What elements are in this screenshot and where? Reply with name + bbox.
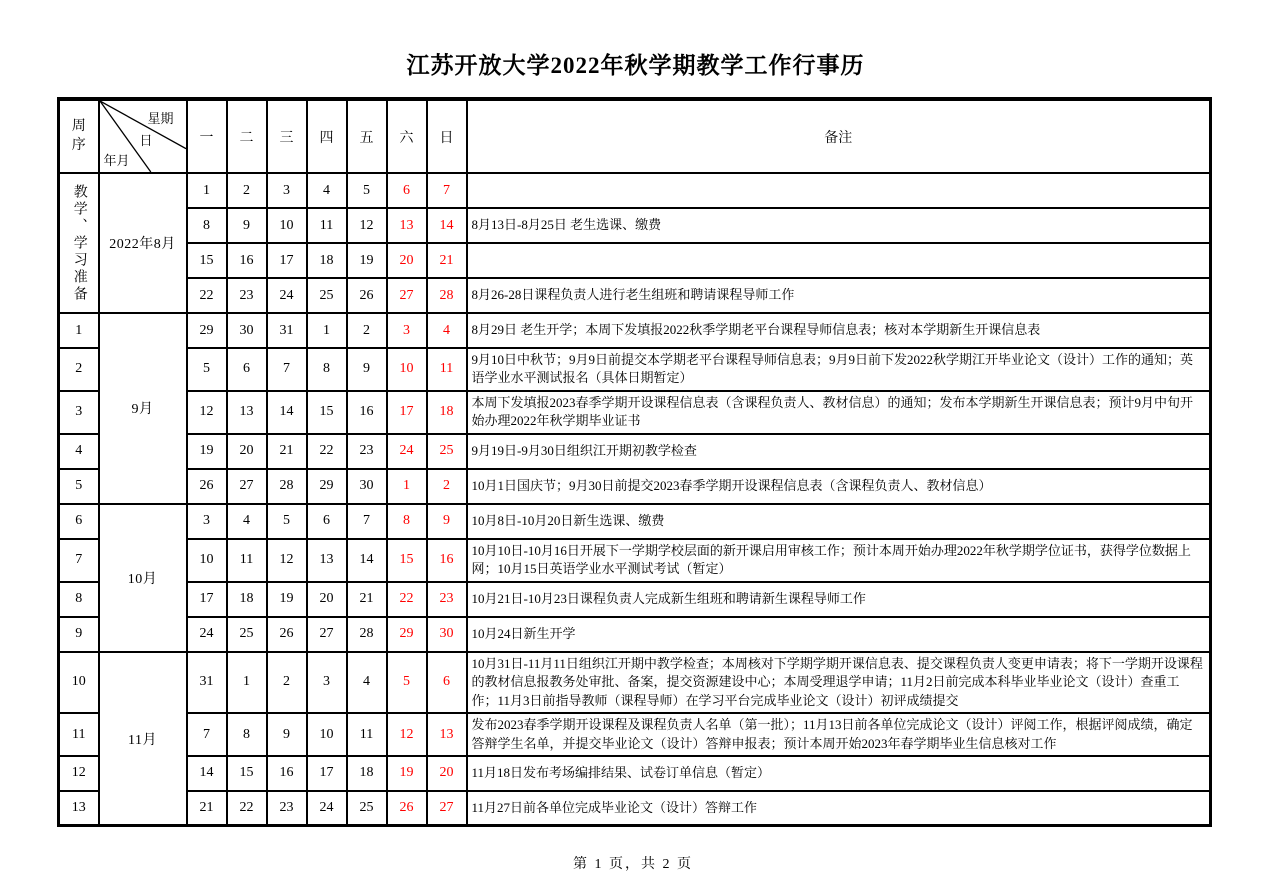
day-cell: 20 bbox=[387, 243, 427, 278]
week-number-cell: 8 bbox=[59, 582, 99, 617]
header-remark-cell: 备注 bbox=[467, 99, 1211, 173]
day-cell: 11 bbox=[227, 539, 267, 582]
day-cell: 1 bbox=[187, 173, 227, 208]
day-cell: 23 bbox=[227, 278, 267, 313]
day-cell: 25 bbox=[307, 278, 347, 313]
day-cell: 24 bbox=[267, 278, 307, 313]
day-cell: 3 bbox=[307, 652, 347, 713]
remark-cell: 8月13日-8月25日 老生选课、缴费 bbox=[467, 208, 1211, 243]
day-cell: 18 bbox=[347, 756, 387, 791]
calendar-row bbox=[59, 469, 1211, 504]
day-cell: 13 bbox=[387, 208, 427, 243]
calendar-row bbox=[59, 539, 1211, 582]
day-cell: 16 bbox=[347, 391, 387, 434]
day-cell: 28 bbox=[427, 278, 467, 313]
day-cell: 11 bbox=[307, 208, 347, 243]
day-cell: 7 bbox=[427, 173, 467, 208]
day-cell: 25 bbox=[227, 617, 267, 652]
calendar-row bbox=[59, 652, 1211, 713]
day-cell: 18 bbox=[427, 391, 467, 434]
day-cell: 21 bbox=[347, 582, 387, 617]
calendar-row bbox=[59, 504, 1211, 539]
remark-cell: 本周下发填报2023春季学期开设课程信息表（含课程负责人、教材信息）的通知；发布本学期新生开课信息表；预计9月中旬开始办理2022年秋学期毕业证书 bbox=[467, 391, 1211, 434]
day-cell: 31 bbox=[267, 313, 307, 348]
header-week-order-cell bbox=[59, 99, 99, 173]
day-cell: 24 bbox=[307, 791, 347, 826]
day-cell: 25 bbox=[427, 434, 467, 469]
day-cell: 9 bbox=[227, 208, 267, 243]
day-cell: 6 bbox=[427, 652, 467, 713]
header-weekday-thu: 四 bbox=[307, 99, 347, 173]
day-cell: 18 bbox=[307, 243, 347, 278]
day-cell: 3 bbox=[387, 313, 427, 348]
day-cell: 21 bbox=[187, 791, 227, 826]
day-cell: 28 bbox=[267, 469, 307, 504]
month-cell: 10月 bbox=[99, 504, 187, 652]
calendar-row bbox=[59, 243, 1211, 278]
week-number-cell: 5 bbox=[59, 469, 99, 504]
day-cell: 30 bbox=[347, 469, 387, 504]
day-cell: 22 bbox=[387, 582, 427, 617]
header-weekday-mon: 一 bbox=[187, 99, 227, 173]
remark-cell: 10月8日-10月20日新生选课、缴费 bbox=[467, 504, 1211, 539]
remark-cell: 10月10日-10月16日开展下一学期学校层面的新开课启用审核工作；预计本周开始办理2022年秋学期学位证书，获得学位数据上网；10月15日英语学业水平测试考试（暂定） bbox=[467, 539, 1211, 582]
day-cell: 26 bbox=[387, 791, 427, 826]
remark-cell: 10月21日-10月23日课程负责人完成新生组班和聘请新生课程导师工作 bbox=[467, 582, 1211, 617]
day-cell: 2 bbox=[227, 173, 267, 208]
day-cell: 19 bbox=[187, 434, 227, 469]
day-cell: 3 bbox=[267, 173, 307, 208]
month-cell: 11月 bbox=[99, 652, 187, 826]
header-weekday-tue: 二 bbox=[227, 99, 267, 173]
day-cell: 8 bbox=[387, 504, 427, 539]
day-cell: 13 bbox=[307, 539, 347, 582]
day-cell: 5 bbox=[387, 652, 427, 713]
day-cell: 14 bbox=[267, 391, 307, 434]
day-cell: 23 bbox=[427, 582, 467, 617]
week-number-cell: 3 bbox=[59, 391, 99, 434]
calendar-row bbox=[59, 434, 1211, 469]
day-cell: 19 bbox=[387, 756, 427, 791]
remark-cell: 9月19日-9月30日组织江开期初教学检查 bbox=[467, 434, 1211, 469]
header-row bbox=[59, 99, 1211, 173]
day-cell: 27 bbox=[427, 791, 467, 826]
day-cell: 19 bbox=[347, 243, 387, 278]
calendar-row bbox=[59, 617, 1211, 652]
day-cell: 16 bbox=[427, 539, 467, 582]
day-cell: 20 bbox=[427, 756, 467, 791]
remark-cell: 10月31日-11月11日组织江开期中教学检查；本周核对下学期学期开课信息表、提交课程负责人变更申请表；将下一学期开设课程的教材信息报教务处审批、备案，提交资源建设中心；本周受理退学申请；11月2日前完成本科毕业毕业论文（设计）查重工作；11月3日前指导教师（课程导师）在学习平台完成毕业论文（设计）初评成绩提交 bbox=[467, 652, 1211, 713]
calendar-row bbox=[59, 756, 1211, 791]
week-number-cell: 12 bbox=[59, 756, 99, 791]
day-cell: 23 bbox=[347, 434, 387, 469]
day-cell: 10 bbox=[267, 208, 307, 243]
day-cell: 7 bbox=[347, 504, 387, 539]
day-cell: 29 bbox=[187, 313, 227, 348]
day-cell: 30 bbox=[227, 313, 267, 348]
calendar-row bbox=[59, 391, 1211, 434]
header-weekday-fri: 五 bbox=[347, 99, 387, 173]
diagonal-label-yearmonth: 年月 bbox=[103, 153, 130, 168]
week-number-cell: 10 bbox=[59, 652, 99, 713]
day-cell: 5 bbox=[187, 348, 227, 391]
remark-cell: 9月10日中秋节；9月9日前提交本学期老平台课程导师信息表；9月9日前下发2022秋学期江开毕业论文（设计）工作的通知；英语学业水平测试报名（具体日期暂定） bbox=[467, 348, 1211, 391]
day-cell: 31 bbox=[187, 652, 227, 713]
header-weekday-sat: 六 bbox=[387, 99, 427, 173]
calendar-row bbox=[59, 713, 1211, 756]
day-cell: 5 bbox=[347, 173, 387, 208]
day-cell: 16 bbox=[267, 756, 307, 791]
week-number-cell: 4 bbox=[59, 434, 99, 469]
day-cell: 13 bbox=[427, 713, 467, 756]
day-cell: 12 bbox=[387, 713, 427, 756]
header-weekday-sun: 日 bbox=[427, 99, 467, 173]
day-cell: 15 bbox=[227, 756, 267, 791]
phase-label-cell: 教学、学习准备 bbox=[59, 173, 99, 313]
day-cell: 25 bbox=[347, 791, 387, 826]
day-cell: 15 bbox=[187, 243, 227, 278]
remark-cell bbox=[467, 243, 1211, 278]
day-cell: 22 bbox=[307, 434, 347, 469]
day-cell: 1 bbox=[227, 652, 267, 713]
day-cell: 13 bbox=[227, 391, 267, 434]
day-cell: 10 bbox=[187, 539, 227, 582]
day-cell: 4 bbox=[307, 173, 347, 208]
day-cell: 2 bbox=[427, 469, 467, 504]
day-cell: 11 bbox=[347, 713, 387, 756]
day-cell: 15 bbox=[307, 391, 347, 434]
day-cell: 7 bbox=[267, 348, 307, 391]
day-cell: 14 bbox=[427, 208, 467, 243]
day-cell: 7 bbox=[187, 713, 227, 756]
day-cell: 20 bbox=[307, 582, 347, 617]
day-cell: 9 bbox=[267, 713, 307, 756]
header-diagonal-cell bbox=[99, 99, 187, 173]
diagonal-label-day: 日 bbox=[139, 133, 153, 148]
day-cell: 5 bbox=[267, 504, 307, 539]
page-title: 江苏开放大学2022年秋学期教学工作行事历 bbox=[406, 53, 865, 78]
day-cell: 17 bbox=[387, 391, 427, 434]
day-cell: 21 bbox=[427, 243, 467, 278]
remark-cell: 10月24日新生开学 bbox=[467, 617, 1211, 652]
day-cell: 12 bbox=[347, 208, 387, 243]
remark-cell: 11月27日前各单位完成毕业论文（设计）答辩工作 bbox=[467, 791, 1211, 826]
calendar-row bbox=[59, 348, 1211, 391]
day-cell: 29 bbox=[307, 469, 347, 504]
day-cell: 15 bbox=[387, 539, 427, 582]
month-cell: 9月 bbox=[99, 313, 187, 504]
day-cell: 8 bbox=[187, 208, 227, 243]
calendar-table bbox=[57, 97, 1212, 827]
day-cell: 27 bbox=[307, 617, 347, 652]
month-cell: 2022年8月 bbox=[99, 173, 187, 313]
diagonal-label-week: 星期 bbox=[147, 111, 174, 126]
day-cell: 16 bbox=[227, 243, 267, 278]
calendar-row bbox=[59, 791, 1211, 826]
day-cell: 19 bbox=[267, 582, 307, 617]
day-cell: 10 bbox=[387, 348, 427, 391]
day-cell: 14 bbox=[187, 756, 227, 791]
day-cell: 22 bbox=[227, 791, 267, 826]
calendar-row bbox=[59, 313, 1211, 348]
day-cell: 4 bbox=[227, 504, 267, 539]
calendar-row bbox=[59, 173, 1211, 208]
week-number-cell: 11 bbox=[59, 713, 99, 756]
calendar-row bbox=[59, 278, 1211, 313]
calendar-row bbox=[59, 582, 1211, 617]
day-cell: 17 bbox=[307, 756, 347, 791]
day-cell: 29 bbox=[387, 617, 427, 652]
day-cell: 1 bbox=[387, 469, 427, 504]
day-cell: 6 bbox=[387, 173, 427, 208]
remark-cell: 8月26-28日课程负责人进行老生组班和聘请课程导师工作 bbox=[467, 278, 1211, 313]
day-cell: 2 bbox=[347, 313, 387, 348]
day-cell: 23 bbox=[267, 791, 307, 826]
day-cell: 14 bbox=[347, 539, 387, 582]
day-cell: 26 bbox=[187, 469, 227, 504]
day-cell: 28 bbox=[347, 617, 387, 652]
week-number-cell: 1 bbox=[59, 313, 99, 348]
day-cell: 1 bbox=[307, 313, 347, 348]
day-cell: 18 bbox=[227, 582, 267, 617]
calendar-body bbox=[59, 173, 1211, 826]
day-cell: 8 bbox=[227, 713, 267, 756]
remark-cell: 发布2023春季学期开设课程及课程负责人名单（第一批）；11月13日前各单位完成论文（设计）评阅工作，根据评阅成绩，确定答辩学生名单，并提交毕业论文（设计）答辩申报表；预计本周开始2023年春学期毕业生信息核对工作 bbox=[467, 713, 1211, 756]
day-cell: 11 bbox=[427, 348, 467, 391]
day-cell: 6 bbox=[227, 348, 267, 391]
remark-cell: 10月1日国庆节；9月30日前提交2023春季学期开设课程信息表（含课程负责人、教材信息） bbox=[467, 469, 1211, 504]
day-cell: 9 bbox=[427, 504, 467, 539]
day-cell: 10 bbox=[307, 713, 347, 756]
day-cell: 24 bbox=[187, 617, 227, 652]
day-cell: 9 bbox=[347, 348, 387, 391]
day-cell: 27 bbox=[387, 278, 427, 313]
day-cell: 27 bbox=[227, 469, 267, 504]
week-number-cell: 7 bbox=[59, 539, 99, 582]
week-order-label: 周序 bbox=[71, 119, 86, 153]
day-cell: 2 bbox=[267, 652, 307, 713]
week-number-cell: 9 bbox=[59, 617, 99, 652]
remark-cell: 11月18日发布考场编排结果、试卷订单信息（暂定） bbox=[467, 756, 1211, 791]
day-cell: 24 bbox=[387, 434, 427, 469]
day-cell: 30 bbox=[427, 617, 467, 652]
day-cell: 4 bbox=[347, 652, 387, 713]
day-cell: 12 bbox=[187, 391, 227, 434]
day-cell: 17 bbox=[187, 582, 227, 617]
calendar-row bbox=[59, 208, 1211, 243]
week-number-cell: 2 bbox=[59, 348, 99, 391]
week-number-cell: 13 bbox=[59, 791, 99, 826]
week-number-cell: 6 bbox=[59, 504, 99, 539]
day-cell: 17 bbox=[267, 243, 307, 278]
day-cell: 12 bbox=[267, 539, 307, 582]
day-cell: 26 bbox=[267, 617, 307, 652]
day-cell: 26 bbox=[347, 278, 387, 313]
day-cell: 21 bbox=[267, 434, 307, 469]
day-cell: 6 bbox=[307, 504, 347, 539]
day-cell: 4 bbox=[427, 313, 467, 348]
day-cell: 20 bbox=[227, 434, 267, 469]
header-weekday-wed: 三 bbox=[267, 99, 307, 173]
remark-cell bbox=[467, 173, 1211, 208]
page-number: 第 1 页，共 2 页 bbox=[573, 857, 693, 873]
remark-cell: 8月29日 老生开学；本周下发填报2022秋季学期老平台课程导师信息表；核对本学期新生开课信息表 bbox=[467, 313, 1211, 348]
day-cell: 8 bbox=[307, 348, 347, 391]
day-cell: 3 bbox=[187, 504, 227, 539]
day-cell: 22 bbox=[187, 278, 227, 313]
